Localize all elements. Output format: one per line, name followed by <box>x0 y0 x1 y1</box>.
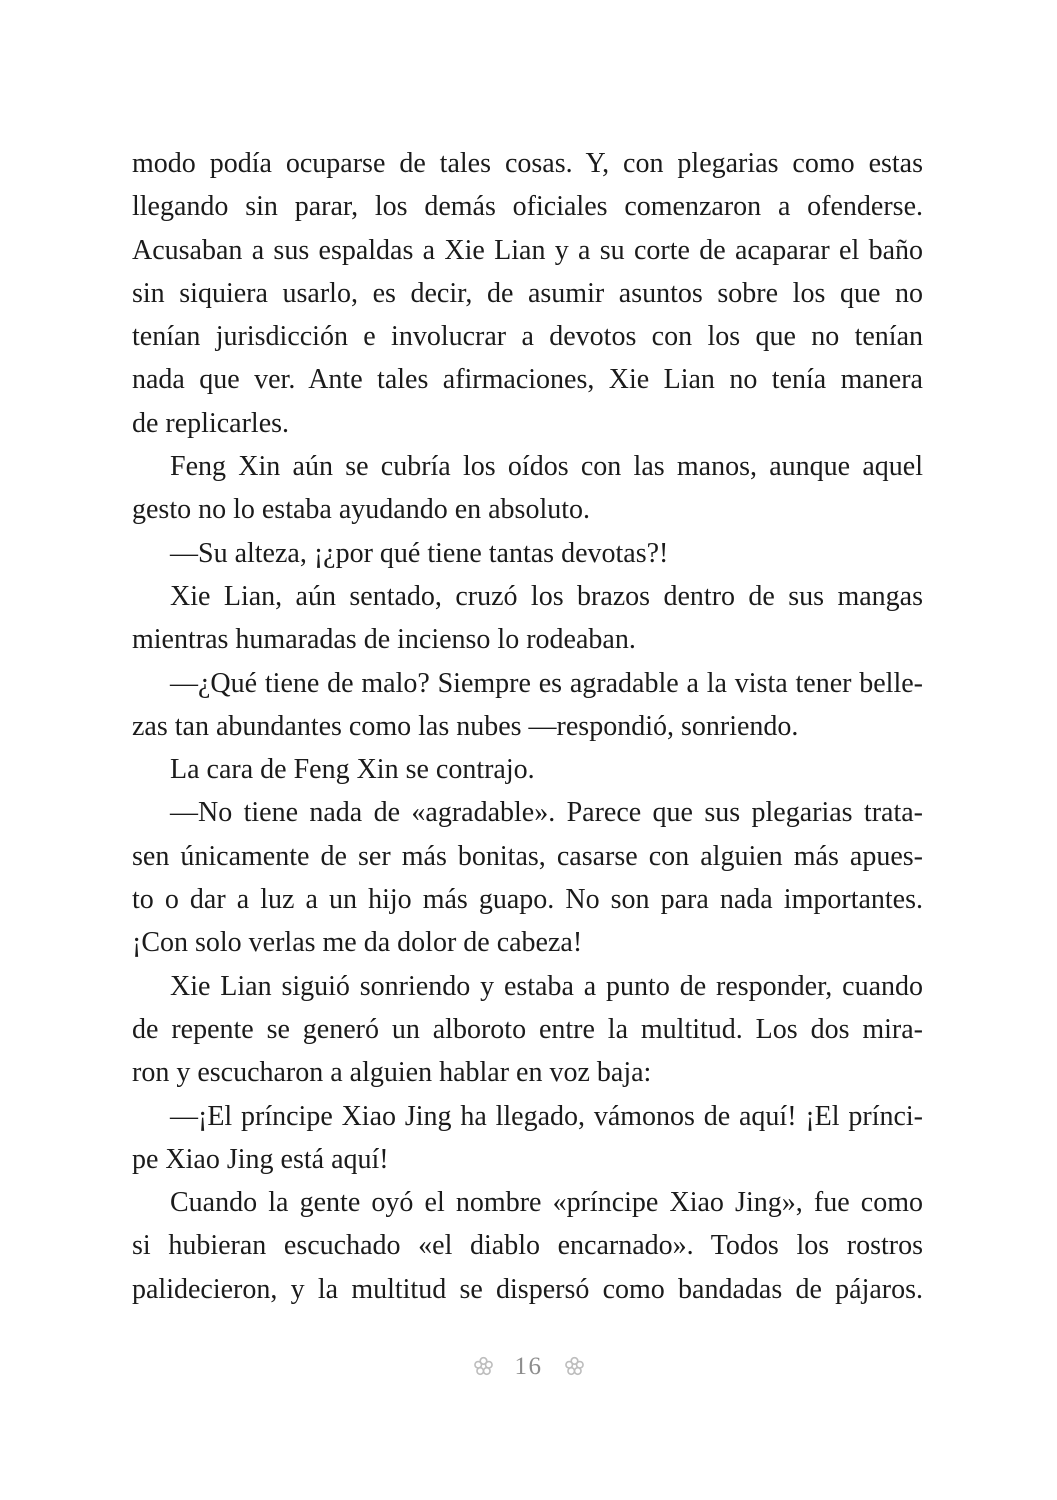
text-block <box>132 142 923 1311</box>
paragraph <box>132 575 923 662</box>
text-line: modo podía ocuparse de tales cosas. Y, con plegarias como estas <box>132 148 923 179</box>
paragraph <box>132 532 923 575</box>
text-line: si hubieran escuchado «el diablo encarnado». Todos los rostros <box>132 1230 923 1262</box>
text-line: de repente se generó un alboroto entre la multitud. Los dos mira- <box>132 1013 923 1045</box>
text-line: sen únicamente de ser más bonitas, casarse con alguien más apues- <box>132 840 923 872</box>
florette-icon <box>563 1355 586 1378</box>
paragraph <box>132 965 923 1095</box>
paragraph <box>132 445 923 532</box>
text-line: —No tiene nada de «agradable». Parece que sus plegarias trata- <box>170 797 923 829</box>
text-line: Xie Lian siguió sonriendo y estaba a punto de responder, cuando <box>170 970 923 1002</box>
text-line: palidecieron, y la multitud se dispersó como bandadas de pájaros. <box>132 1273 923 1305</box>
text-line: Feng Xin aún se cubría los oídos con las manos, aunque aquel <box>170 451 923 483</box>
paragraph <box>132 1181 923 1311</box>
paragraph <box>132 1095 923 1182</box>
text-line: pe Xiao Jing está aquí! <box>132 1143 389 1175</box>
text-line: —Su alteza, ¡¿por qué tiene tantas devotas?! <box>170 537 669 569</box>
paragraph <box>132 748 923 791</box>
text-line: La cara de Feng Xin se contrajo. <box>170 754 535 786</box>
paragraph <box>132 662 923 749</box>
text-line: tenían jurisdicción e involucrar a devotos con los que no tenían <box>132 321 923 353</box>
text-line: Acusaban a sus espaldas a Xie Lian y a su corte de acaparar el baño <box>132 234 923 266</box>
text-line: de replicarles. <box>132 407 290 439</box>
text-line: Cuando la gente oyó el nombre «príncipe Xiao Jing», fue como <box>170 1187 923 1219</box>
text-line: ron y escucharon a alguien hablar en voz baja: <box>132 1057 652 1089</box>
text-line: —¿Qué tiene de malo? Siempre es agradable a la vista tener belle- <box>170 667 923 699</box>
paragraph <box>132 791 923 964</box>
paragraph <box>132 142 923 445</box>
text-line: llegando sin parar, los demás oficiales comenzaron a ofenderse. <box>132 191 923 223</box>
text-line: Xie Lian, aún sentado, cruzó los brazos dentro de sus mangas <box>170 580 923 612</box>
text-line: sin siquiera usarlo, es decir, de asumir asuntos sobre los que no <box>132 277 923 309</box>
florette-icon <box>472 1355 495 1378</box>
page-footer <box>0 1354 1057 1379</box>
text-line: gesto no lo estaba ayudando en absoluto. <box>132 494 591 526</box>
text-line: ¡Con solo verlas me da dolor de cabeza! <box>132 927 583 959</box>
text-line: mientras humaradas de incienso lo rodeaban. <box>132 624 636 656</box>
text-line: zas tan abundantes como las nubes —respondió, sonriendo. <box>132 710 799 742</box>
page-number: 16 <box>514 1353 543 1380</box>
text-line: to o dar a luz a un hijo más guapo. No son para nada importantes. <box>132 884 923 916</box>
text-line: —¡El príncipe Xiao Jing ha llegado, vámonos de aquí! ¡El prínci- <box>170 1100 923 1132</box>
text-line: nada que ver. Ante tales afirmaciones, Xie Lian no tenía manera <box>132 364 923 396</box>
